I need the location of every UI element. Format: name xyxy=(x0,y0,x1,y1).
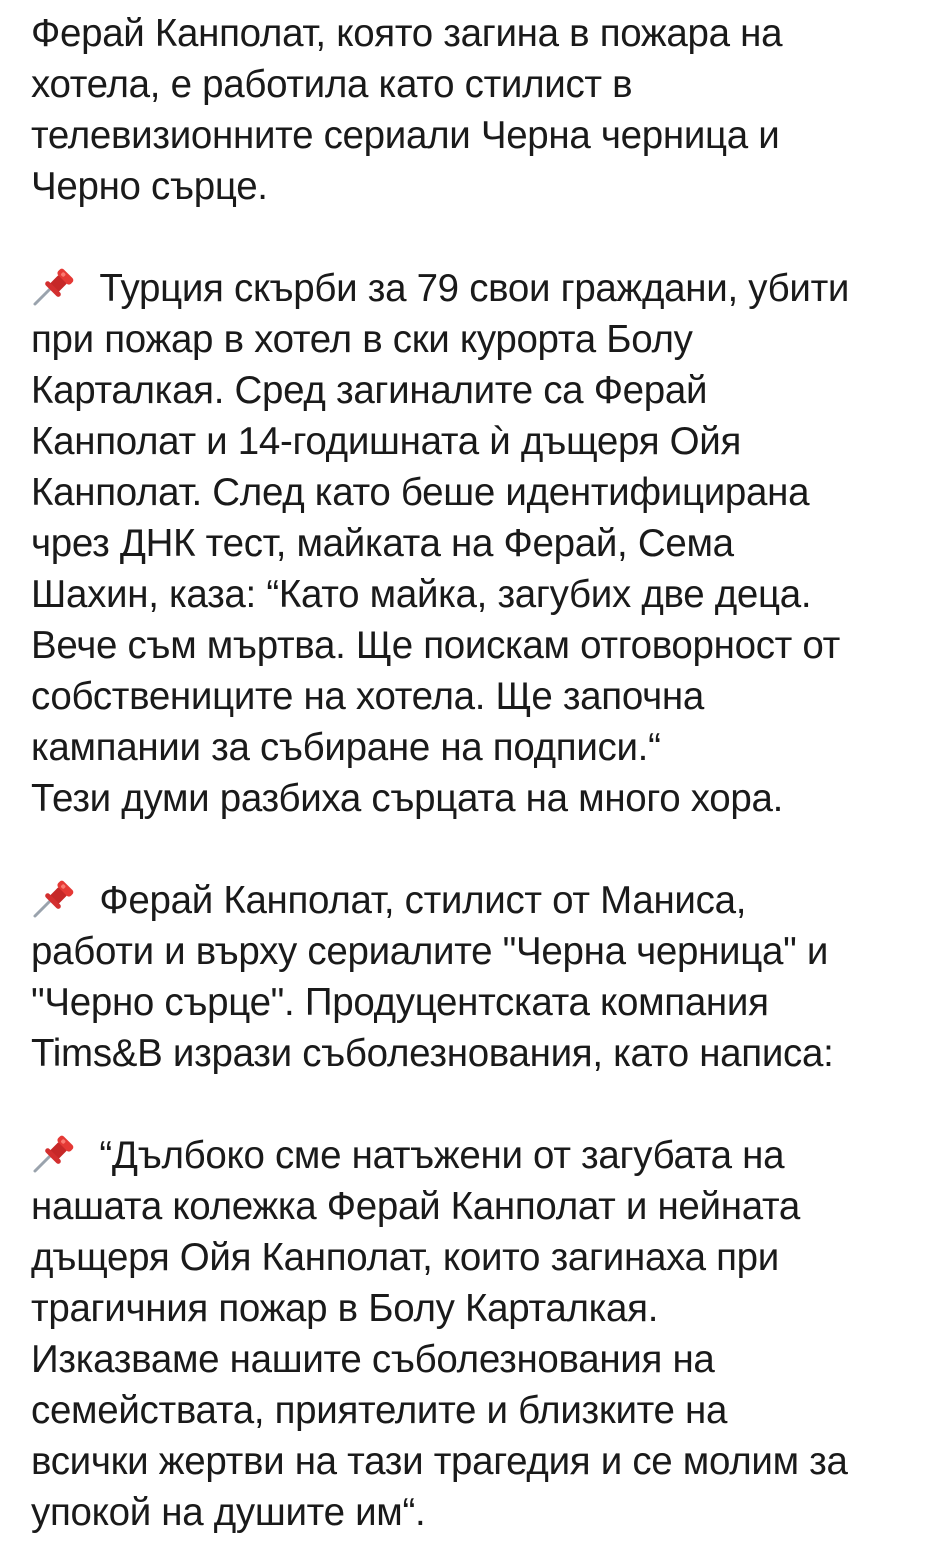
line-text: при пожар в хотел в ски курорта Болу xyxy=(31,318,693,361)
text-line xyxy=(31,110,931,161)
line-text: всички жертви на тази трагедия и се молим за xyxy=(31,1440,848,1483)
line-text: Тези думи разбиха сърцата на много хора. xyxy=(31,777,784,820)
line-text: нашата колежка Ферай Канполат и нейната xyxy=(31,1185,800,1228)
paragraph xyxy=(31,263,931,824)
line-text: Канполат. След като беше идентифицирана xyxy=(31,471,810,514)
text-line xyxy=(31,365,931,416)
paragraph xyxy=(31,875,931,1079)
line-text: "Черно сърце". Продуцентската компания xyxy=(31,981,769,1024)
text-line xyxy=(31,416,931,467)
text-line xyxy=(31,1436,931,1487)
line-text: Tims&B изрази съболезнования, като написа: xyxy=(31,1032,834,1075)
line-text: упокой на душите им“. xyxy=(31,1491,426,1534)
text-line xyxy=(31,59,931,110)
line-text: Канполат и 14-годишната ѝ дъщеря Ойя xyxy=(31,420,742,463)
paragraph-gap xyxy=(31,212,931,263)
text-line xyxy=(31,1487,931,1538)
line-text: хотела, е работила като стилист в xyxy=(31,63,633,106)
text-line xyxy=(31,314,931,365)
line-text: дъщеря Ойя Канполат, които загинаха при xyxy=(31,1236,779,1279)
line-text: Карталкая. Сред загиналите са Ферай xyxy=(31,369,708,412)
line-text: телевизионните сериали Черна черница и xyxy=(31,114,780,157)
line-text: собствениците на хотела. Ще започна xyxy=(31,675,704,718)
line-text: трагичния пожар в Болу Карталкая. xyxy=(31,1287,659,1330)
line-text: Изказваме нашите съболезнования на xyxy=(31,1338,715,1381)
text-line xyxy=(31,1181,931,1232)
line-text: Черно сърце. xyxy=(31,165,268,208)
text-line xyxy=(31,1283,931,1334)
text-line xyxy=(31,722,931,773)
text-line xyxy=(31,161,931,212)
text-line xyxy=(31,1130,931,1181)
text-line xyxy=(31,518,931,569)
line-text: “Дълбоко сме натъжени от загубата на xyxy=(99,1134,785,1177)
text-line xyxy=(31,569,931,620)
text-line xyxy=(31,1334,931,1385)
line-text: Турция скърби за 79 свои граждани, убити xyxy=(99,267,850,310)
text-line xyxy=(31,263,931,314)
text-line xyxy=(31,875,931,926)
text-line xyxy=(31,1232,931,1283)
line-text: работи и върху сериалите "Черна черница" и xyxy=(31,930,829,973)
line-text: кампании за събиране на подписи.“ xyxy=(31,726,661,769)
line-text: Вече съм мъртва. Ще поискам отговорност от xyxy=(31,624,841,667)
text-line xyxy=(31,1385,931,1436)
paragraph xyxy=(31,1130,931,1538)
text-line xyxy=(31,8,931,59)
pushpin-icon xyxy=(31,267,77,307)
pushpin-icon xyxy=(31,1134,77,1174)
line-text: Ферай Канполат, която загина в пожара на xyxy=(31,12,783,55)
paragraph xyxy=(31,8,931,212)
text-line xyxy=(31,977,931,1028)
pushpin-icon xyxy=(31,879,77,919)
text-line xyxy=(31,671,931,722)
text-line xyxy=(31,926,931,977)
paragraph-gap xyxy=(31,824,931,875)
line-text: семействата, приятелите и близките на xyxy=(31,1389,728,1432)
text-line xyxy=(31,467,931,518)
text-line xyxy=(31,1028,931,1079)
line-text: Ферай Канполат, стилист от Маниса, xyxy=(99,879,747,922)
line-text: чрез ДНК тест, майката на Ферай, Сема xyxy=(31,522,734,565)
text-line xyxy=(31,773,931,824)
text-line xyxy=(31,620,931,671)
paragraph-gap xyxy=(31,1079,931,1130)
line-text: Шахин, каза: “Като майка, загубих две деца. xyxy=(31,573,812,616)
post-text xyxy=(31,8,931,1538)
